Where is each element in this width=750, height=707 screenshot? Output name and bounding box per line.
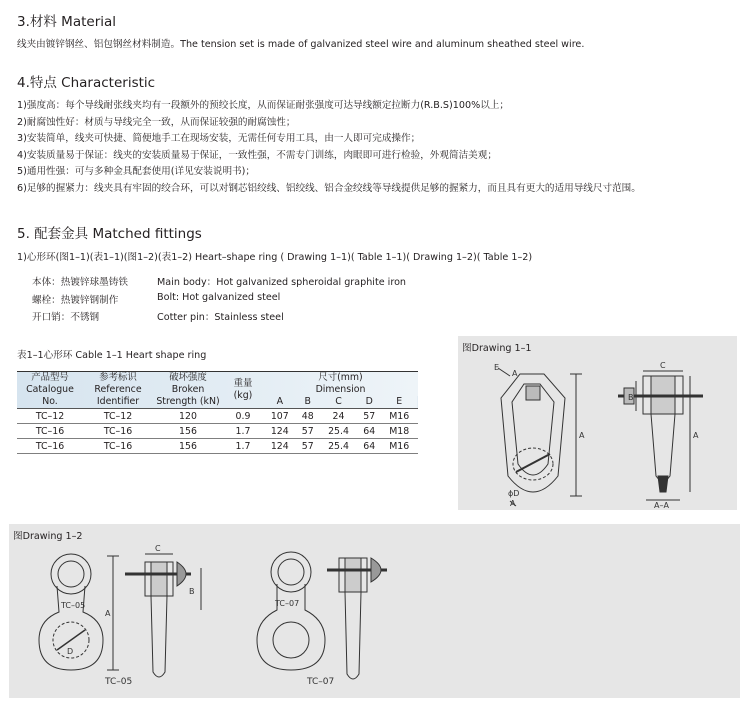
table-caption: 表1–1心形环 Cable 1–1 Heart shape ring	[17, 350, 207, 361]
table-row: TC–16 TC–16 156 1.7 124 57 25.4 64 M18	[17, 424, 418, 439]
material-text: 线夹由镀锌钢丝、铝包钢丝材料制造。The tension set is made of galvanized steel wire and aluminum sheathed steel wire.	[17, 39, 585, 50]
characteristic-heading: 4.特点 Characteristic	[17, 75, 156, 91]
label-phid: ϕD	[508, 489, 520, 498]
tc05-label-a: A	[105, 609, 111, 618]
characteristic-item: 4)安装质量易于保证：线夹的安装质量易于保证，一致性强，不需专门训练，肉眼即可进行检验，外观简洁美观；	[17, 150, 497, 161]
fittings-heading: 5. 配套金具 Matched fittings	[17, 226, 202, 242]
tc07-caption: TC–07	[307, 677, 335, 687]
col-header-c: C	[335, 396, 342, 407]
col-header-b: B	[304, 396, 311, 407]
col-header-weight: 重量 (kg)	[233, 378, 253, 401]
label-b: B	[628, 393, 634, 402]
characteristic-item: 2)耐腐蚀性好：材质与导线完全一致，从而保证较强的耐腐蚀性；	[17, 117, 296, 128]
characteristic-item: 5)通用性强：可与多种金具配套使用(详见安装说明书)；	[17, 166, 255, 177]
nut	[526, 386, 540, 400]
tc05-body	[39, 586, 103, 670]
col-header-reference: 参考标识 Reference Identifier	[94, 372, 142, 407]
table-row: TC–16 TC–16 156 1.7 124 57 25.4 64 M16	[17, 439, 418, 454]
drawing-1-1-title: 图Drawing 1–1	[462, 343, 532, 354]
col-header-dimension: 尺寸(mm) Dimension	[315, 372, 366, 395]
drawing-1-1-figure	[458, 336, 737, 510]
characteristic-item: 1)强度高：每个导线耐张线夹均有一段额外的预绞长度，从而保证耐张强度可达导线额定拉断力(R.B.S)100%以上；	[17, 100, 509, 111]
fitting-material-en: Cotter pin：Stainless steel	[157, 312, 284, 323]
table-row: TC–12 TC–12 120 0.9 107 48 24 57 M16	[17, 409, 418, 424]
fitting-material-cn: 螺栓：热镀锌钢制作	[32, 295, 119, 306]
drawing-1-2-title: 图Drawing 1–2	[13, 531, 83, 542]
tc05-side-body	[151, 596, 167, 677]
tc05-inner-label: TC–05	[61, 601, 86, 610]
col-header-d: D	[365, 396, 373, 407]
col-header-e: E	[396, 396, 403, 407]
label-a-bottom: A	[510, 499, 516, 508]
tc05-label-d: D	[67, 647, 74, 656]
side-body	[651, 414, 675, 481]
fitting-material-cn: 本体：热镀锌球墨铸铁	[32, 277, 128, 288]
fittings-intro: 1)心形环(图1–1)(表1–1)(图1–2)(表1–2) Heart–shape ring ( Drawing 1–1)( Table 1–1)( Drawing 1–2)( Table 1–2)	[17, 252, 533, 263]
characteristic-item: 3)安装简单，线夹可快捷、简便地手工在现场安装，无需任何专用工具，由一人即可完成操作；	[17, 133, 421, 144]
label-c: C	[660, 361, 666, 370]
label-a: A	[579, 431, 585, 440]
tc05-label-c: C	[155, 544, 161, 553]
tc07-bore	[273, 622, 309, 658]
fitting-material-cn: 开口销：不锈钢	[32, 312, 100, 323]
fitting-material-en: Bolt: Hot galvanized steel	[157, 292, 281, 303]
tc05-caption: TC–05	[105, 677, 133, 687]
label-a-top: A	[512, 369, 518, 378]
tc07-side-body	[345, 592, 361, 679]
tc07-inner-label: TC–07	[275, 599, 300, 608]
tc07-body	[257, 584, 325, 670]
drawing-1-2-figure	[9, 524, 740, 698]
col-header-a: A	[276, 396, 283, 407]
col-header-strength: 破坏强度 Broken Strength (kN)	[156, 372, 220, 407]
material-heading: 3.材料 Material	[17, 14, 117, 30]
drawing-1-1-panel	[458, 336, 737, 510]
col-header-catalogue: 产品型号 Catalogue No.	[26, 372, 74, 407]
tc05-label-b: B	[189, 587, 195, 596]
characteristic-item: 6)足够的握紧力：线夹具有牢固的绞合环，可以对钢芯铝绞线、铝绞线、铝合金绞线等导线提供足够的握紧力，而且具有更大的适用导线尺寸范围。	[17, 183, 641, 194]
spec-table	[17, 371, 418, 454]
leader-e	[498, 368, 510, 376]
label-e: E	[494, 363, 500, 372]
section-line	[516, 454, 550, 472]
fitting-material-en: Main body：Hot galvanized spheroidal graphite iron	[157, 277, 407, 288]
label-aa: A–A	[654, 501, 669, 510]
label-a-side: A	[693, 431, 699, 440]
drawing-1-2-panel	[9, 524, 740, 698]
